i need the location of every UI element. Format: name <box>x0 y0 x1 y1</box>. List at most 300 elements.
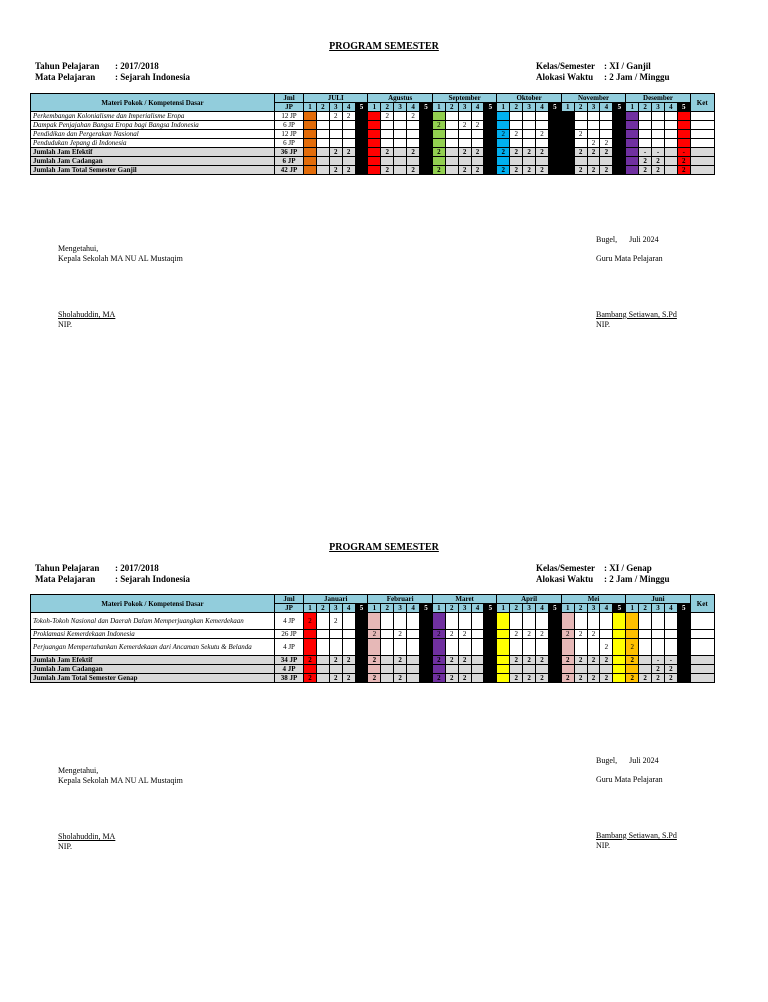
week-cell <box>561 639 574 656</box>
week-number: 2 <box>510 103 523 112</box>
ket-cell <box>690 121 714 130</box>
week-cell <box>510 157 523 166</box>
week-cell: 2 <box>652 665 665 674</box>
week-cell <box>639 121 652 130</box>
week-cell: 2 <box>420 112 433 121</box>
jp-cell: 4 JP <box>275 639 304 656</box>
week-cell <box>407 613 420 630</box>
week-cell <box>355 639 368 656</box>
week-cell <box>664 139 677 148</box>
week-cell <box>394 121 407 130</box>
week-cell <box>523 112 536 121</box>
week-cell: - <box>677 148 690 157</box>
week-cell: 2 <box>613 148 626 157</box>
header-jml: Jml <box>275 595 304 604</box>
week-cell <box>458 613 471 630</box>
week-cell <box>639 630 652 639</box>
week-cell <box>329 630 342 639</box>
week-cell <box>561 613 574 630</box>
week-cell <box>471 656 484 665</box>
week-cell: 2 <box>561 148 574 157</box>
week-cell <box>510 121 523 130</box>
week-cell: 2 <box>329 112 342 121</box>
signature-right <box>596 756 677 851</box>
kepala-name: Sholahuddin, MA <box>58 310 116 319</box>
week-cell: 2 <box>652 166 665 175</box>
week-cell <box>368 121 381 130</box>
week-cell <box>316 630 329 639</box>
week-cell: 2 <box>600 639 613 656</box>
week-cell <box>587 665 600 674</box>
week-cell <box>394 112 407 121</box>
week-cell <box>304 630 317 639</box>
week-cell <box>510 665 523 674</box>
week-number: 2 <box>639 604 652 613</box>
week-cell <box>420 639 433 656</box>
week-cell <box>368 157 381 166</box>
header-materi: Materi Pokok / Kompetensi Dasar <box>31 595 275 613</box>
ket-cell <box>690 665 714 674</box>
month-header: Maret <box>432 595 496 604</box>
week-cell: 2 <box>304 613 317 630</box>
week-cell: 2 <box>458 674 471 683</box>
week-cell <box>613 639 626 656</box>
week-cell: 2 <box>342 148 355 157</box>
place-date: Bugel, Juli 2024 <box>596 756 659 765</box>
header-ket: Ket <box>690 595 714 613</box>
week-cell <box>510 639 523 656</box>
week-cell: 2 <box>587 656 600 665</box>
label-kelas: Kelas/Semester <box>536 563 595 573</box>
week-cell: 2 <box>510 148 523 157</box>
week-cell <box>342 139 355 148</box>
week-cell <box>536 112 549 121</box>
week-cell: 2 <box>471 166 484 175</box>
week-cell <box>664 613 677 630</box>
week-cell <box>304 130 317 139</box>
week-cell <box>677 130 690 139</box>
week-cell <box>355 656 368 665</box>
week-cell <box>677 121 690 130</box>
week-cell <box>574 112 587 121</box>
week-cell <box>458 130 471 139</box>
header-jp: JP <box>275 103 304 112</box>
week-cell: 2 <box>329 613 342 630</box>
week-cell <box>613 130 626 139</box>
week-cell: 2 <box>561 656 574 665</box>
month-header: September <box>432 94 496 103</box>
materi-cell: Jumlah Jam Cadangan <box>31 157 275 166</box>
table-row <box>31 139 715 148</box>
week-cell: 2 <box>304 674 317 683</box>
week-cell: 2 <box>445 674 458 683</box>
week-cell: 2 <box>458 656 471 665</box>
week-cell <box>510 613 523 630</box>
week-cell: 2 <box>600 166 613 175</box>
table-row <box>31 639 715 656</box>
week-cell: 2 <box>381 112 394 121</box>
week-cell <box>381 139 394 148</box>
info-right <box>536 563 670 585</box>
week-cell <box>432 157 445 166</box>
week-cell <box>626 166 639 175</box>
week-cell <box>329 639 342 656</box>
week-cell <box>652 130 665 139</box>
week-number: 1 <box>561 604 574 613</box>
week-number: 4 <box>342 604 355 613</box>
week-cell <box>497 112 510 121</box>
week-number: 2 <box>574 103 587 112</box>
week-cell <box>484 112 497 121</box>
week-cell <box>432 112 445 121</box>
week-cell <box>548 121 561 130</box>
week-cell: 2 <box>329 674 342 683</box>
week-cell <box>445 613 458 630</box>
week-cell <box>445 157 458 166</box>
ket-cell <box>690 130 714 139</box>
materi-cell: Proklamasi Kemerdekaan Indonesia <box>31 630 275 639</box>
month-header: April <box>497 595 561 604</box>
week-cell: 2 <box>381 166 394 175</box>
week-cell: 2 <box>587 166 600 175</box>
value-tahun: : 2017/2018 <box>115 563 159 573</box>
week-cell <box>677 639 690 656</box>
week-number: 5 <box>355 103 368 112</box>
week-cell: 2 <box>458 166 471 175</box>
week-cell <box>626 665 639 674</box>
week-cell: 2 <box>329 656 342 665</box>
week-cell <box>574 613 587 630</box>
week-cell <box>304 639 317 656</box>
label-mapel: Mata Pelajaran <box>35 72 96 82</box>
week-cell <box>316 121 329 130</box>
materi-cell: Tokoh-Tokoh Nasional dan Daerah Dalam Memperjuangkan Kemerdekaan <box>31 613 275 630</box>
week-cell: 2 <box>652 674 665 683</box>
week-cell <box>587 121 600 130</box>
week-cell <box>523 139 536 148</box>
week-cell: 2 <box>600 139 613 148</box>
ket-cell <box>690 139 714 148</box>
week-cell <box>368 613 381 630</box>
materi-cell: Jumlah Jam Cadangan <box>31 665 275 674</box>
week-cell <box>613 121 626 130</box>
month-header: Juni <box>626 595 690 604</box>
week-cell <box>394 148 407 157</box>
week-cell <box>420 656 433 665</box>
week-cell <box>561 665 574 674</box>
week-number: 2 <box>381 103 394 112</box>
week-number: 4 <box>664 103 677 112</box>
week-cell <box>523 665 536 674</box>
week-cell <box>355 665 368 674</box>
week-cell <box>342 665 355 674</box>
week-cell <box>548 157 561 166</box>
week-cell <box>484 130 497 139</box>
week-cell: 2 <box>587 139 600 148</box>
week-cell <box>523 130 536 139</box>
week-cell <box>394 166 407 175</box>
week-number: 5 <box>420 103 433 112</box>
week-cell <box>407 674 420 683</box>
week-cell <box>381 613 394 630</box>
week-number: 4 <box>600 604 613 613</box>
week-cell <box>368 639 381 656</box>
month-header: November <box>561 94 625 103</box>
week-number: 1 <box>497 604 510 613</box>
week-cell <box>613 112 626 121</box>
week-cell <box>561 157 574 166</box>
week-cell <box>613 157 626 166</box>
week-cell <box>664 148 677 157</box>
week-cell: 2 <box>407 166 420 175</box>
week-cell <box>664 630 677 639</box>
nip-guru: NIP. <box>596 841 611 850</box>
week-cell: 2 <box>561 630 574 639</box>
materi-cell: Dampak Penjajahan Bangsa Eropa bagi Bangsa Indonesia <box>31 121 275 130</box>
week-cell <box>484 139 497 148</box>
week-cell <box>445 121 458 130</box>
week-cell <box>652 139 665 148</box>
label-kelas: Kelas/Semester <box>536 61 595 71</box>
table-row <box>31 130 715 139</box>
week-number: 4 <box>471 103 484 112</box>
week-cell: 2 <box>548 130 561 139</box>
week-cell: 2 <box>510 630 523 639</box>
week-cell <box>677 613 690 630</box>
week-cell <box>458 112 471 121</box>
week-cell <box>561 121 574 130</box>
week-cell: - <box>652 148 665 157</box>
week-cell <box>368 139 381 148</box>
week-cell <box>445 665 458 674</box>
week-cell: 2 <box>510 166 523 175</box>
week-cell <box>329 139 342 148</box>
week-cell <box>368 112 381 121</box>
week-cell <box>471 639 484 656</box>
month-header: Januari <box>304 595 368 604</box>
week-cell <box>394 139 407 148</box>
week-cell: 2 <box>536 166 549 175</box>
schedule-table <box>30 594 715 683</box>
kepala-name: Sholahuddin, MA <box>58 832 116 841</box>
week-cell <box>355 130 368 139</box>
week-number: 3 <box>652 103 665 112</box>
week-cell <box>471 665 484 674</box>
week-cell: 2 <box>407 148 420 157</box>
materi-cell: Perkembangan Kolonialisme dan Imperialisme Eropa <box>31 112 275 121</box>
week-cell <box>381 656 394 665</box>
week-cell: 2 <box>587 148 600 157</box>
ket-cell <box>690 613 714 630</box>
week-cell: 2 <box>548 148 561 157</box>
month-header: Februari <box>368 595 432 604</box>
week-cell: 2 <box>536 130 549 139</box>
month-header: JULI <box>304 94 368 103</box>
week-cell <box>316 148 329 157</box>
month-header: Desember <box>626 94 690 103</box>
week-cell: 2 <box>510 656 523 665</box>
week-cell: 2 <box>613 139 626 148</box>
week-cell <box>677 656 690 665</box>
week-cell <box>407 630 420 639</box>
week-cell <box>664 166 677 175</box>
week-number: 4 <box>536 103 549 112</box>
week-cell: 2 <box>639 674 652 683</box>
week-cell <box>445 639 458 656</box>
week-cell <box>458 157 471 166</box>
week-cell <box>394 613 407 630</box>
week-cell <box>536 639 549 656</box>
week-cell: 2 <box>355 166 368 175</box>
week-cell <box>613 613 626 630</box>
week-number: 2 <box>445 604 458 613</box>
page-title: PROGRAM SEMESTER <box>329 542 439 553</box>
week-cell <box>497 656 510 665</box>
week-cell <box>394 157 407 166</box>
week-number: 5 <box>420 604 433 613</box>
week-cell <box>652 630 665 639</box>
week-cell <box>471 130 484 139</box>
ket-cell <box>690 166 714 175</box>
week-cell <box>639 112 652 121</box>
month-header: Oktober <box>497 94 561 103</box>
week-cell <box>626 130 639 139</box>
week-number: 5 <box>677 103 690 112</box>
week-cell <box>471 630 484 639</box>
week-cell <box>342 130 355 139</box>
week-cell <box>381 674 394 683</box>
week-cell <box>626 148 639 157</box>
week-cell <box>548 665 561 674</box>
week-cell <box>471 613 484 630</box>
week-cell: 2 <box>355 148 368 157</box>
week-cell <box>484 121 497 130</box>
week-cell: 2 <box>574 148 587 157</box>
week-number: 1 <box>626 103 639 112</box>
week-number: 4 <box>664 604 677 613</box>
header-ket: Ket <box>690 94 714 112</box>
week-number: 1 <box>626 604 639 613</box>
jp-cell: 4 JP <box>275 613 304 630</box>
week-cell: 2 <box>368 674 381 683</box>
mengetahui-text: Mengetahui, <box>58 244 99 253</box>
week-cell <box>420 674 433 683</box>
value-alokasi: : 2 Jam / Minggu <box>604 72 670 82</box>
week-cell: 2 <box>420 148 433 157</box>
week-cell <box>394 665 407 674</box>
week-cell <box>574 139 587 148</box>
week-cell: 2 <box>432 148 445 157</box>
week-cell <box>484 613 497 630</box>
week-cell <box>445 112 458 121</box>
table-row <box>31 148 715 157</box>
week-cell <box>587 157 600 166</box>
week-cell <box>381 639 394 656</box>
materi-cell: Jumlah Jam Total Semester Ganjil <box>31 166 275 175</box>
materi-cell: Perjuangan Mempertahankan Kemerdekaan dari Ancaman Sekutu & Belanda <box>31 639 275 656</box>
week-cell: - <box>652 656 665 665</box>
week-number: 1 <box>368 604 381 613</box>
week-cell <box>394 639 407 656</box>
week-cell <box>561 139 574 148</box>
week-cell <box>304 166 317 175</box>
week-cell: 2 <box>484 656 497 665</box>
week-cell <box>329 130 342 139</box>
week-cell <box>510 139 523 148</box>
week-number: 3 <box>394 103 407 112</box>
jp-cell: 6 JP <box>275 121 304 130</box>
ket-cell <box>690 148 714 157</box>
week-number: 5 <box>355 604 368 613</box>
week-number: 1 <box>432 103 445 112</box>
week-cell <box>600 121 613 130</box>
materi-cell: Pendudukan Jepang di Indonesia <box>31 139 275 148</box>
week-cell <box>523 639 536 656</box>
mengetahui-text: Mengetahui, <box>58 766 99 775</box>
week-cell <box>639 665 652 674</box>
week-number: 1 <box>304 604 317 613</box>
jp-cell: 12 JP <box>275 112 304 121</box>
week-cell <box>471 112 484 121</box>
value-tahun: : 2017/2018 <box>115 61 159 71</box>
week-cell <box>574 639 587 656</box>
week-cell <box>626 139 639 148</box>
week-cell <box>626 112 639 121</box>
week-cell: 2 <box>394 656 407 665</box>
week-cell: 2 <box>432 656 445 665</box>
kepala-text: Kepala Sekolah MA NU AL Mustaqim <box>58 254 183 263</box>
week-cell <box>432 639 445 656</box>
week-cell <box>587 639 600 656</box>
week-cell: 2 <box>497 148 510 157</box>
week-cell <box>329 665 342 674</box>
signature-left <box>58 244 183 330</box>
week-cell <box>407 130 420 139</box>
week-cell <box>432 665 445 674</box>
week-cell <box>626 630 639 639</box>
week-cell: 2 <box>484 630 497 639</box>
week-cell: - <box>664 656 677 665</box>
week-cell <box>613 656 626 665</box>
week-cell <box>536 613 549 630</box>
week-cell: 2 <box>342 112 355 121</box>
week-cell <box>381 130 394 139</box>
week-cell: 2 <box>381 148 394 157</box>
week-cell: 2 <box>458 630 471 639</box>
week-cell: 2 <box>677 157 690 166</box>
week-cell: 2 <box>574 674 587 683</box>
week-cell <box>626 613 639 630</box>
week-cell <box>316 674 329 683</box>
week-cell: 2 <box>523 166 536 175</box>
week-cell: 2 <box>432 121 445 130</box>
month-header: Agustus <box>368 94 432 103</box>
week-cell: 2 <box>394 630 407 639</box>
week-cell <box>355 157 368 166</box>
week-cell <box>639 130 652 139</box>
week-cell <box>497 639 510 656</box>
week-cell: 2 <box>484 166 497 175</box>
page-title: PROGRAM SEMESTER <box>329 41 439 52</box>
week-cell <box>471 674 484 683</box>
week-cell <box>677 674 690 683</box>
week-cell: 2 <box>329 148 342 157</box>
week-cell: 2 <box>523 656 536 665</box>
week-number: 5 <box>548 604 561 613</box>
week-cell: 2 <box>368 630 381 639</box>
week-cell <box>407 639 420 656</box>
week-cell <box>497 665 510 674</box>
